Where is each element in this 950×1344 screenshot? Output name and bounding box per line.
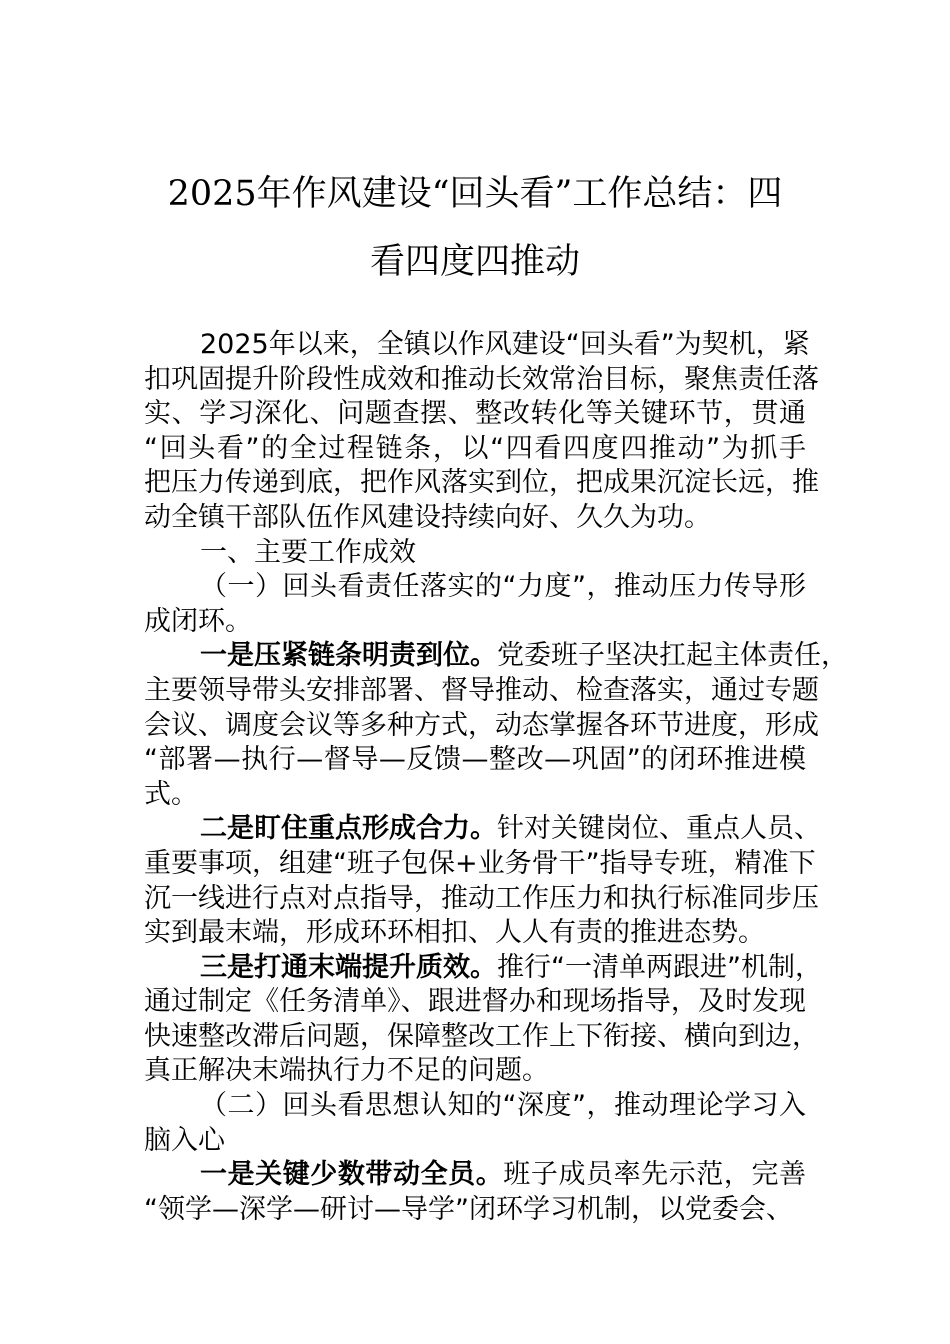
text-line [144,882,819,917]
line-text: （二）回头看思想认知的“深度”，推动理论学习入 [200,1090,806,1122]
paragraph [144,639,848,812]
text-line [144,674,819,709]
text-line [144,536,806,571]
text-line [144,570,806,605]
line-text: 实到最末端，形成环环相扣、人人有责的推进态势。 [144,917,765,949]
text-line [144,605,806,640]
bold-lead-in: 一是关键少数带动全员。 [200,1159,504,1191]
text-line [144,501,806,536]
line-text: 2025年以来，全镇以作风建设“回头看”为契机，紧 [200,329,810,360]
paragraph [144,570,806,639]
line-text: 主要领导带头安排部署、督导推动、检查落实，通过专题 [144,674,819,706]
text-line [144,985,806,1020]
text-line [144,1124,806,1159]
text-line [144,743,806,778]
paragraph [144,536,806,571]
text-line [144,432,806,467]
paragraph [144,812,821,950]
line-text: 沉一线进行点对点指导，推动工作压力和执行标准同步压 [144,882,819,914]
line-text: 成闭环。 [144,605,252,637]
text-line [144,951,822,986]
document-body [144,328,848,1227]
line-text: 脑入心 [144,1124,225,1156]
line-text: “部署—执行—督导—反馈—整改—巩固”的闭环推进模 [144,744,806,776]
line-text: 推行“一清单两跟进”机制， [497,951,822,983]
document-title-line-1: 2025年作风建设“回头看”工作总结：四 [167,174,783,214]
document-title-line-2: 看四度四推动 [369,242,580,282]
line-text: 把压力传递到底，把作风落实到位，把成果沉淀长远，推 [144,467,819,499]
line-text: 动全镇干部队伍作风建设持续向好、久久为功。 [144,501,711,533]
line-text: 重要事项，组建“班子包保+业务骨干”指导专班，精准下 [144,847,816,879]
text-line [144,1089,806,1124]
line-text: （一）回头看责任落实的“力度”，推动压力传导形 [200,571,806,603]
text-line [144,363,819,398]
line-text: 真正解决末端执行力不足的问题。 [144,1055,549,1087]
text-line [144,916,806,951]
text-line [144,1158,806,1193]
text-line [144,466,819,501]
line-text: 班子成员率先示范，完善 [503,1159,807,1191]
paragraph [144,1089,806,1158]
paragraph [144,951,822,1089]
text-line [144,812,821,847]
line-text: 扣巩固提升阶段性成效和推动长效常治目标，聚焦责任落 [144,363,819,395]
text-line [144,847,816,882]
text-line [144,328,810,363]
line-text: 实、学习深化、问题查摆、整改转化等关键环节，贯通 [144,398,806,430]
text-line [144,1020,819,1055]
line-text: 会议、调度会议等多种方式，动态掌握各环节进度，形成 [144,709,819,741]
text-line [144,1193,806,1228]
line-text: 通过制定《任务清单》、跟进督办和现场指导，及时发现 [144,986,806,1018]
line-text: 快速整改滞后问题，保障整改工作上下衔接、横向到边， [144,1020,819,1052]
bold-lead-in: 三是打通末端提升质效。 [200,951,497,983]
line-text: “领学—深学—研讨—导学”闭环学习机制，以党委会、 [144,1193,793,1225]
text-line [144,1054,806,1089]
text-line [144,709,819,744]
line-text: 针对关键岗位、重点人员、 [497,813,821,845]
line-text: 党委班子坚决扛起主体责任， [497,640,848,672]
paragraph [144,1158,806,1227]
line-text: 式。 [144,778,198,810]
text-line [144,397,806,432]
line-text: 一、主要工作成效 [200,536,416,568]
text-line [144,778,806,813]
paragraph [144,328,819,536]
line-text: “回头看”的全过程链条，以“四看四度四推动”为抓手 [144,432,806,464]
text-line [144,639,848,674]
bold-lead-in: 二是盯住重点形成合力。 [200,813,497,845]
bold-lead-in: 一是压紧链条明责到位。 [200,640,497,672]
